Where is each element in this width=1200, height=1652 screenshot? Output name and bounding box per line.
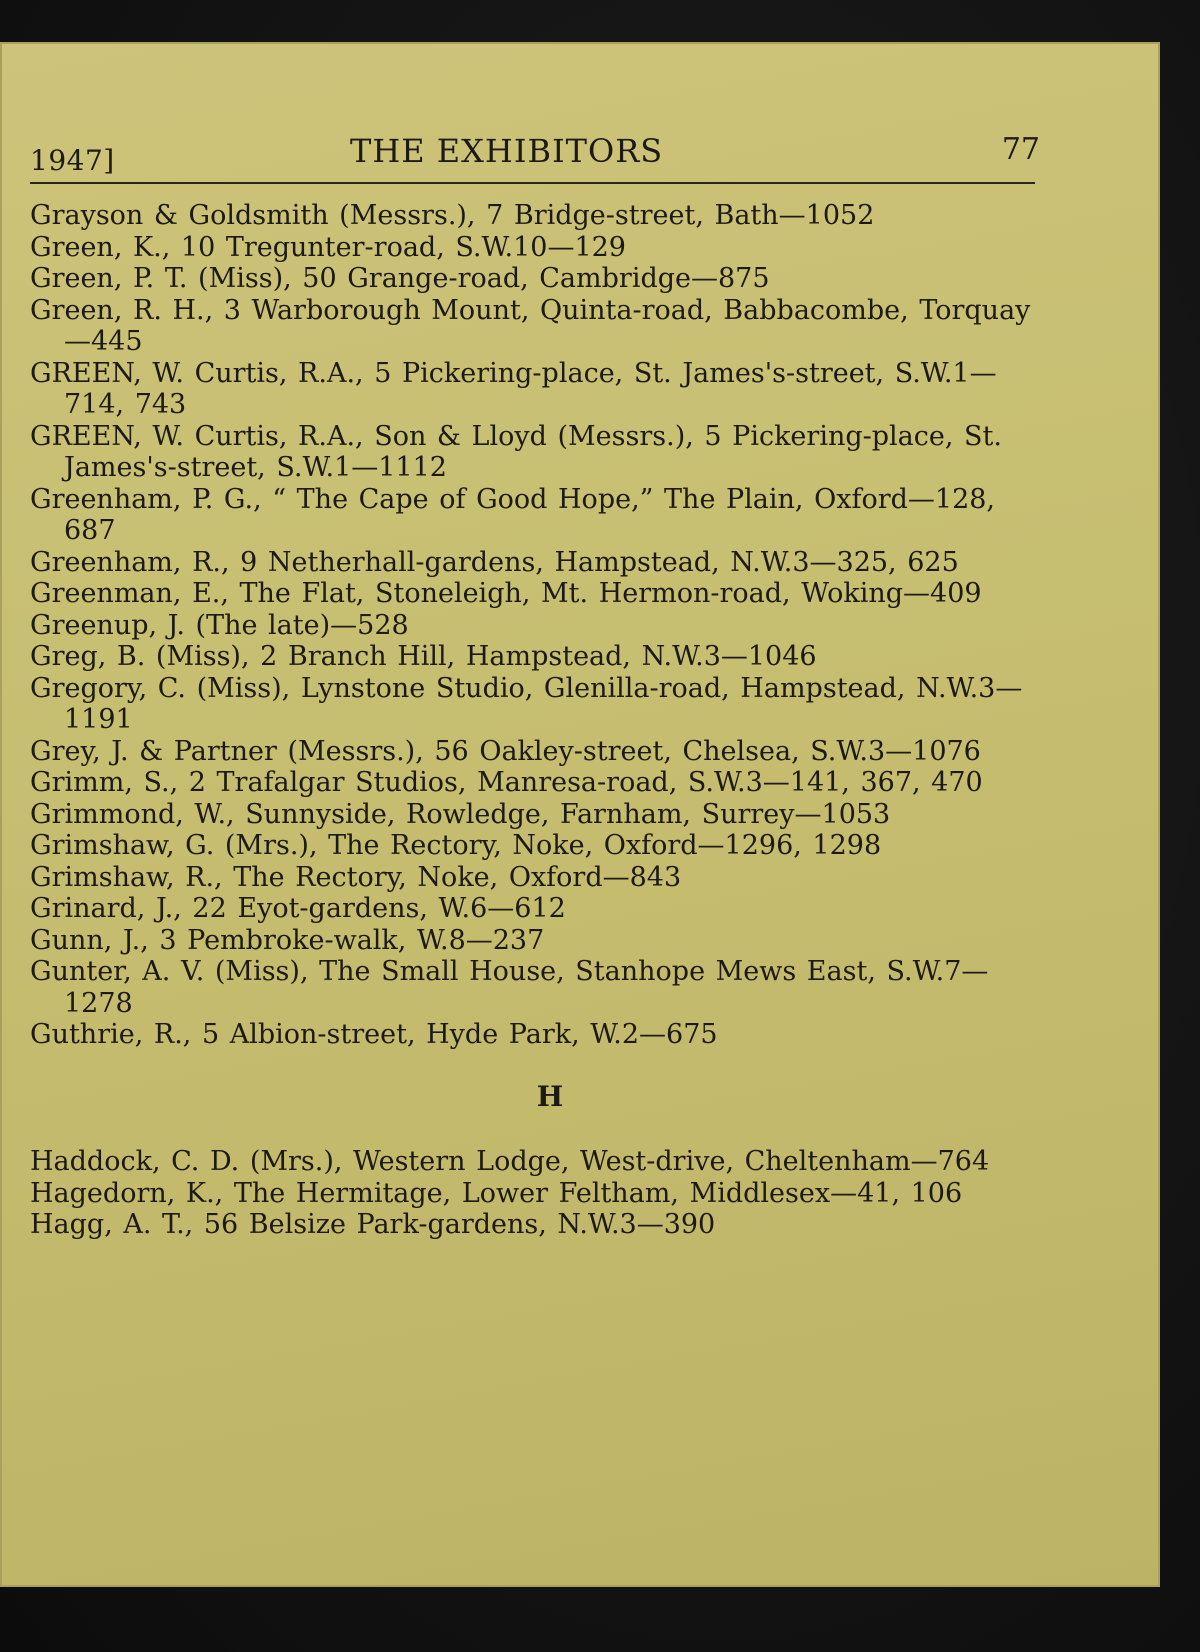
running-head xyxy=(30,130,1040,177)
running-head-title: THE EXHIBITORS xyxy=(350,132,664,170)
list-item: Greenup, J. (The late)—528 xyxy=(30,609,409,641)
list-item: Grimm, S., 2 Trafalgar Studios, Manresa-road, S.W.3—141, 367, 470 xyxy=(30,767,983,798)
list-item: Grimmond, W., Sunnyside, Rowledge, Farnham, Surrey—1053 xyxy=(30,798,891,830)
list-item: Gunter, A. V. (Miss), The Small House, Stanhope Mews East, S.W.7—1278 xyxy=(30,956,989,1019)
running-head-year: 1947] xyxy=(30,144,115,177)
list-item: GREEN, W. Curtis, R.A., Son & Lloyd (Messrs.), 5 Pickering-place, St. James's-street, S.W.1—1112 xyxy=(30,420,1002,483)
list-item: Greenman, E., The Flat, Stoneleigh, Mt. Hermon-road, Woking—409 xyxy=(30,578,982,609)
list-item: Grimshaw, G. (Mrs.), The Rectory, Noke, Oxford—1296, 1298 xyxy=(30,830,882,861)
page-number: 77 xyxy=(1001,132,1040,167)
list-item: Greg, B. (Miss), 2 Branch Hill, Hampstead, N.W.3—1046 xyxy=(30,641,817,672)
list-item: Greenham, P. G., “ The Cape of Good Hope,” The Plain, Oxford—128, 687 xyxy=(30,483,996,546)
list-item: Greenham, R., 9 Netherhall-gardens, Hampstead, N.W.3—325, 625 xyxy=(30,546,959,578)
book-page xyxy=(0,42,1160,1587)
list-item: Green, P. T. (Miss), 50 Grange-road, Cambridge—875 xyxy=(30,263,770,294)
list-item: Haddock, C. D. (Mrs.), Western Lodge, West-drive, Cheltenham—764 xyxy=(30,1146,990,1177)
list-item: Hagg, A. T., 56 Belsize Park-gardens, N.W.3—390 xyxy=(30,1209,716,1240)
header-rule xyxy=(30,182,1035,184)
list-item: Grinard, J., 22 Eyot-gardens, W.6—612 xyxy=(30,893,566,924)
list-item: Green, R. H., 3 Warborough Mount, Quinta-road, Babbacombe, Torquay—445 xyxy=(30,294,1031,357)
list-item: Grey, J. & Partner (Messrs.), 56 Oakley-street, Chelsea, S.W.3—1076 xyxy=(30,735,981,767)
list-item: Hagedorn, K., The Hermitage, Lower Feltham, Middlesex—41, 106 xyxy=(30,1177,963,1209)
list-item: Gunn, J., 3 Pembroke-walk, W.8—237 xyxy=(30,924,545,956)
list-item: Green, K., 10 Tregunter-road, S.W.10—129 xyxy=(30,231,626,263)
section-heading: H xyxy=(536,1079,564,1113)
list-item: Grimshaw, R., The Rectory, Noke, Oxford—843 xyxy=(30,861,682,893)
exhibitor-list xyxy=(30,200,1040,1241)
list-item: Gregory, C. (Miss), Lynstone Studio, Glenilla-road, Hampstead, N.W.3—1191 xyxy=(30,672,1023,735)
list-item: Grayson & Goldsmith (Messrs.), 7 Bridge-street, Bath—1052 xyxy=(30,200,875,231)
list-item: Guthrie, R., 5 Albion-street, Hyde Park, W.2—675 xyxy=(30,1019,718,1050)
list-item: GREEN, W. Curtis, R.A., 5 Pickering-place, St. James's-street, S.W.1—714, 743 xyxy=(30,357,997,420)
